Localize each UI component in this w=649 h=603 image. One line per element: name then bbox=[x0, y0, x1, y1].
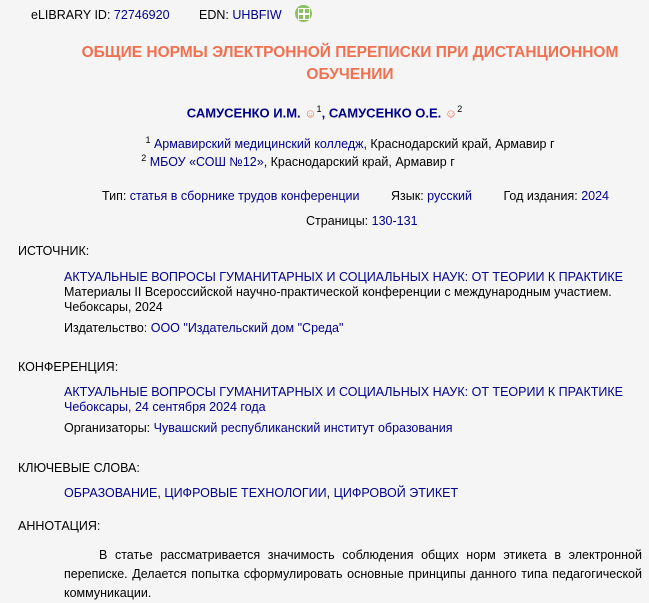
aff-sup: 2 bbox=[141, 153, 147, 163]
author-separator: , bbox=[321, 105, 326, 121]
aff-sup: 1 bbox=[145, 135, 151, 145]
affiliation bbox=[0, 153, 648, 169]
edn-link[interactable]: UHBFIW bbox=[232, 7, 282, 22]
affiliation-place: , Краснодарский край, Армавир г bbox=[363, 137, 555, 152]
person-icon[interactable]: ☺ bbox=[304, 106, 317, 121]
annotation-heading: АННОТАЦИЯ: bbox=[18, 519, 101, 533]
article-title: ОБЩИЕ НОРМЫ ЭЛЕКТРОННОЙ ПЕРЕПИСКИ ПРИ ДИСТАНЦИОННОМ ОБУЧЕНИИ bbox=[81, 44, 619, 83]
affiliation-link[interactable]: МБОУ «СОШ №12» bbox=[149, 155, 264, 170]
keyword-sep: , bbox=[157, 486, 165, 500]
meta-row bbox=[102, 189, 609, 203]
pages-value[interactable]: 130-131 bbox=[371, 214, 418, 228]
type-label: Тип: bbox=[102, 189, 127, 203]
affiliation-link[interactable]: Армавирский медицинский колледж bbox=[153, 137, 364, 152]
annotation-text: В статье рассматривается значимость соблюдения общих норм этикета в электронной переписке. Делается попытка сформулировать основные принципы данного типа педагогической коммуникации. bbox=[64, 548, 642, 600]
source-block bbox=[64, 270, 644, 336]
keyword-link[interactable]: ЦИФРОВОЙ ЭТИКЕТ bbox=[333, 486, 459, 500]
edn-label: EDN: bbox=[199, 7, 229, 22]
author-link[interactable]: САМУСЕНКО И.М. bbox=[186, 105, 301, 121]
year-value[interactable]: 2024 bbox=[581, 189, 609, 203]
pages-label: Страницы: bbox=[306, 214, 369, 228]
elibrary-id-link[interactable]: 72746920 bbox=[113, 7, 170, 22]
conference-block bbox=[64, 385, 644, 436]
keyword-sep: , bbox=[326, 486, 334, 500]
author-sup: 2 bbox=[457, 104, 463, 114]
source-title-link[interactable]: АКТУАЛЬНЫЕ ВОПРОСЫ ГУМАНИТАРНЫХ И СОЦИАЛЬНЫХ НАУК: ОТ ТЕОРИИ К ПРАКТИКЕ bbox=[64, 270, 624, 284]
type-link[interactable]: статья в сборнике трудов конференции bbox=[129, 189, 360, 203]
elibrary-id-label: eLIBRARY ID: bbox=[31, 7, 111, 22]
author-link[interactable]: САМУСЕНКО О.Е. bbox=[328, 105, 442, 121]
author-sup: 1 bbox=[316, 104, 322, 114]
keywords-list bbox=[64, 486, 644, 501]
source-heading: ИСТОЧНИК: bbox=[18, 244, 90, 258]
year-label: Год издания: bbox=[503, 189, 578, 203]
person-icon[interactable]: ☺ bbox=[444, 106, 458, 121]
conference-heading: КОНФЕРЕНЦИЯ: bbox=[18, 360, 119, 374]
authors bbox=[0, 104, 649, 120]
keywords-heading: КЛЮЧЕВЫЕ СЛОВА: bbox=[18, 461, 140, 475]
organizers-label: Организаторы: bbox=[64, 421, 151, 435]
ids-bar bbox=[31, 7, 312, 24]
pages-row bbox=[306, 214, 418, 228]
source-place: Чебоксары, 2024 bbox=[64, 300, 163, 314]
organizer-link[interactable]: Чувашский республиканский институт образования bbox=[153, 421, 453, 435]
conference-date-link[interactable]: Чебоксары, 24 сентября 2024 года bbox=[64, 400, 266, 414]
affiliation-place: , Краснодарский край, Армавир г bbox=[263, 155, 455, 170]
publisher-link[interactable]: ООО "Издательский дом "Среда" bbox=[150, 321, 344, 335]
publisher-label: Издательство: bbox=[64, 321, 148, 335]
qr-code-icon[interactable] bbox=[295, 5, 312, 22]
keyword-link[interactable]: ОБРАЗОВАНИЕ bbox=[64, 486, 158, 500]
keyword-link[interactable]: ЦИФРОВЫЕ ТЕХНОЛОГИИ bbox=[164, 486, 327, 500]
conference-title-link[interactable]: АКТУАЛЬНЫЕ ВОПРОСЫ ГУМАНИТАРНЫХ И СОЦИАЛЬНЫХ НАУК: ОТ ТЕОРИИ К ПРАКТИКЕ bbox=[64, 385, 624, 399]
lang-value[interactable]: русский bbox=[427, 189, 473, 203]
lang-label: Язык: bbox=[390, 189, 424, 203]
source-desc: Материалы II Всероссийской научно-практической конференции с международным участием. bbox=[64, 285, 612, 299]
affiliation bbox=[0, 135, 649, 151]
